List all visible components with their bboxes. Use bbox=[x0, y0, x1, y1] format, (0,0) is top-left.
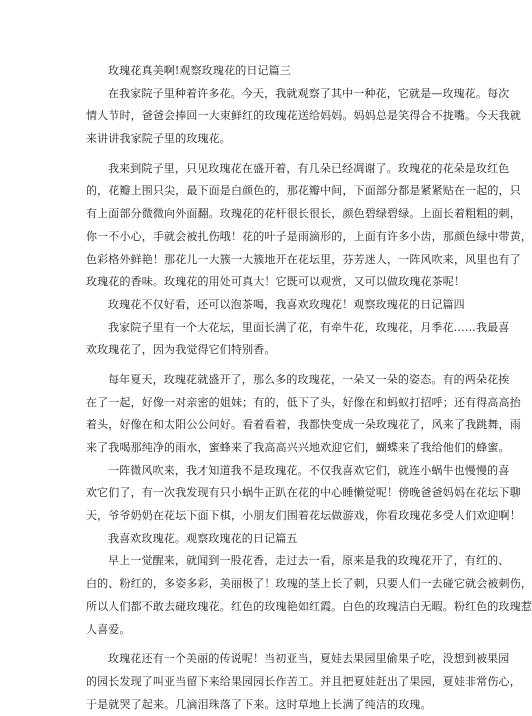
text-line: 欢玫瑰花了，因为我觉得它们特别香。 bbox=[86, 343, 276, 357]
text-line: 在我家院子里种着许多花。今天，我就观察了其中一种花，它就是—玫瑰花。每次 bbox=[108, 86, 510, 100]
text-line: 一阵微风吹来，我才知道我不是玫瑰花。不仅我喜欢它们，就连小蜗牛也慢慢的喜 bbox=[108, 463, 510, 477]
document-body bbox=[86, 60, 532, 716]
text-line: 你一不小心，手就会被扎伤哦！花的叶子是雨滴形的，上面有许多小齿，那颜色绿中带黄， bbox=[86, 229, 532, 243]
text-line: 天，爷爷奶奶在花坛下面下棋，小朋友们围着花坛做游戏，你看玫瑰花多受人们欢迎啊！ bbox=[86, 509, 521, 523]
text-line: 有上面部分微微向外面翻。玫瑰花的花杆很长很长，颜色碧绿碧绿。上面长着粗粗的刺， bbox=[86, 207, 521, 221]
text-line: 的园长发现了叫亚当留下来给果园园长作苦工。并且把夏娃赶出了果园，夏娃非常伤心， bbox=[86, 674, 521, 688]
entry-title-4: 玫瑰花不仅好看，还可以泡茶喝，我喜欢玫瑰花！观察玫瑰花的日记篇四 bbox=[108, 297, 465, 311]
text-line: 每年夏天，玫瑰花就盛开了，那么多的玫瑰花，一朵又一朵的姿态。有的两朵花挨 bbox=[108, 372, 510, 386]
text-line: 在了一起，好像一对亲密的姐妹；有的，低下了头，好像在和蚂蚁打招呼；还有得高高抬 bbox=[86, 395, 521, 409]
entry-title-5: 我喜欢玫瑰花。观察玫瑰花的日记篇五 bbox=[108, 531, 298, 545]
text-line: 我家院子里有一个大花坛，里面长满了花，有牵牛花，玫瑰花，月季花……我最喜 bbox=[108, 320, 510, 334]
text-line: 玫瑰花的香味。玫瑰花的用处可真大！它既可以观赏，又可以做玫瑰花茶呢！ bbox=[86, 275, 466, 289]
text-line: 的，花瓣上围只尖，最下面是白颜色的，那花瓣中间，下面部分都是紧紧贴在一起的，只 bbox=[86, 184, 521, 198]
text-line: 色彩格外鲜艳！那花儿一大簇一大簇地开在花坛里，芬芳迷人，一阵风吹来，风里也有了 bbox=[86, 252, 521, 266]
text-line: 玫瑰花还有一个美丽的传说呢！当初亚当，夏娃去果园里偷果子吃，没想到被果园 bbox=[108, 652, 510, 666]
entry-title-3: 玫瑰花真美啊!观察玫瑰花的日记篇三 bbox=[108, 64, 291, 77]
text-line: 早上一觉醒来，就闻到一股花香，走过去一看，原来是我的玫瑰花开了，有红的、 bbox=[108, 554, 510, 568]
text-line: 人喜爱。 bbox=[86, 622, 131, 636]
text-line: 情人节时，爸爸会捧回一大束鲜红的玫瑰花送给妈妈。妈妈总是笑得合不拢嘴。今天我就 bbox=[86, 109, 521, 123]
text-line: 来讲讲我家院子里的玫瑰花。 bbox=[86, 132, 231, 146]
text-line: 着头，好像在和太阳公公问好。看着看着，我都快变成一朵玫瑰花了，风来了我跳舞，雨 bbox=[86, 418, 521, 432]
text-line: 于是就哭了起来。几滴泪珠落了下来。这时草地上长满了纯洁的玫瑰。 bbox=[86, 697, 432, 711]
text-line: 我来到院子里，只见玫瑰花在盛开着，有几朵已经凋谢了。玫瑰花的花朵是玫红色 bbox=[108, 161, 510, 175]
text-line: 来了我喝那纯净的雨水，蜜蜂来了我高高兴兴地欢迎它们，蝴蝶来了我给他们的蜂蜜。 bbox=[86, 441, 510, 454]
text-line: 白的、粉红的，多姿多彩，美丽极了！玫瑰的茎上长了刺，只要人们一去碰它就会被刺伤， bbox=[86, 577, 532, 591]
text-line: 欢它们了，有一次我发现有只小蜗牛正趴在花的中心睡懒觉呢！傍晚爸爸妈妈在花坛下聊 bbox=[86, 486, 521, 500]
text-line: 所以人们都不敢去碰玫瑰花。红色的玫瑰艳如红霞。白色的玫瑰洁白无暇。粉红色的玫瑰惹 bbox=[86, 599, 532, 613]
